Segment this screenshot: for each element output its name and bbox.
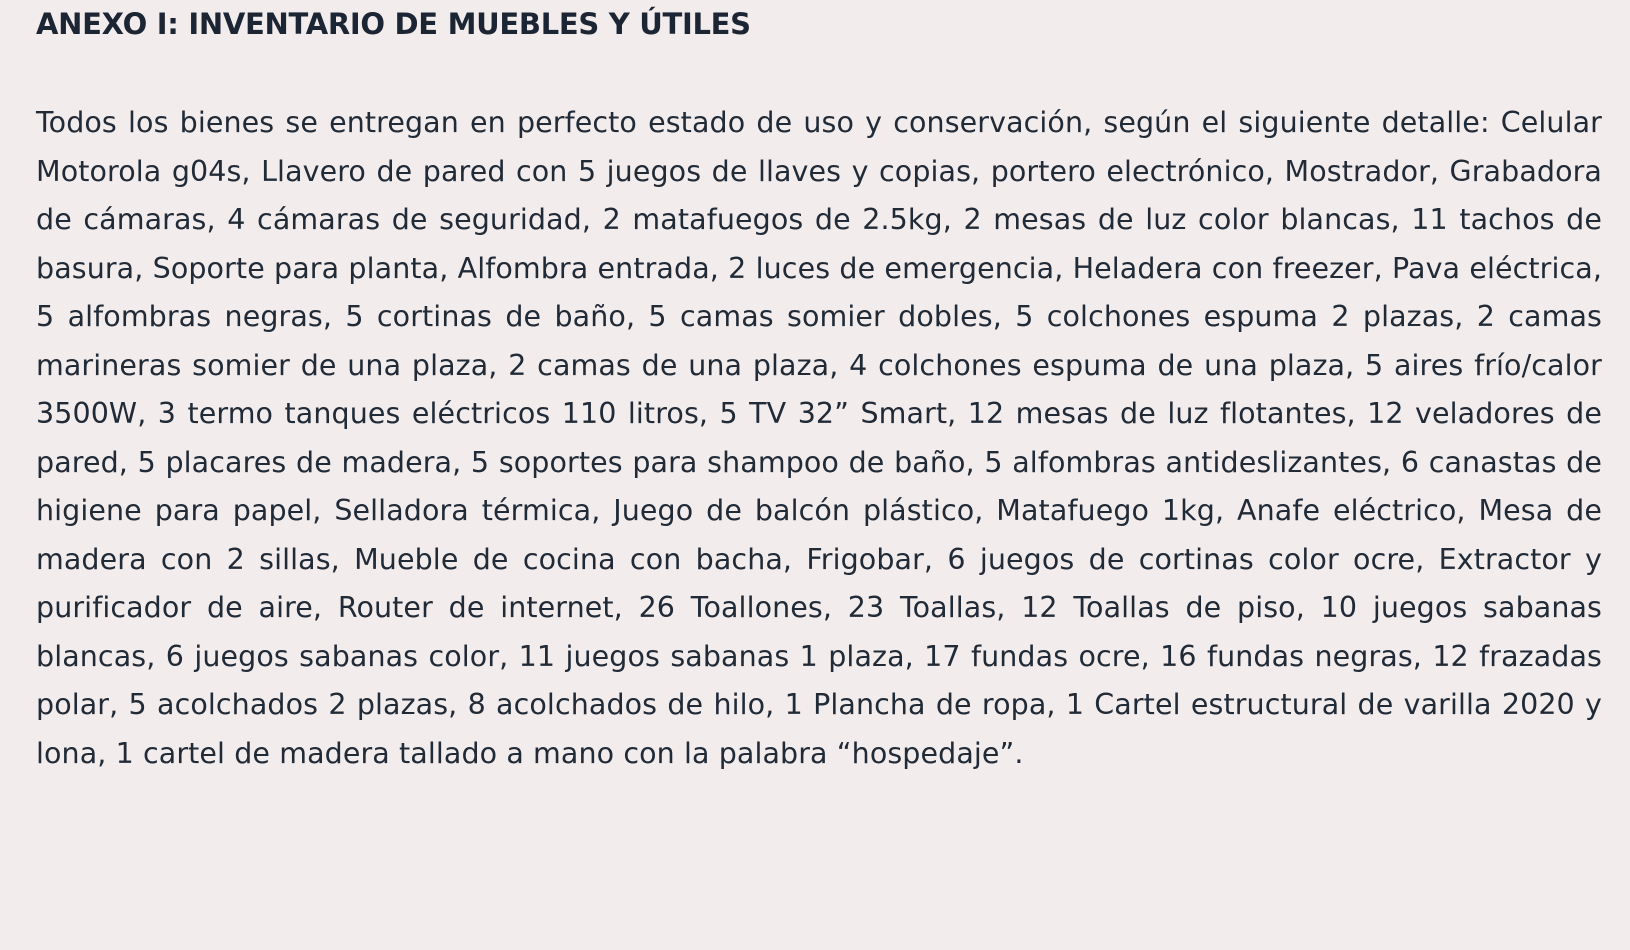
annex-title: ANEXO I: INVENTARIO DE MUEBLES Y ÚTILES: [36, 7, 751, 41]
inventory-paragraph: Todos los bienes se entregan en perfecto estado de uso y conservación, según el siguiente detalle: Celular Motorola g04s, Llavero de pared con 5 juegos de llaves y copias, portero electrónico, Mostrador, Grabadora de cámaras, 4 cámaras de seguridad, 2 matafuegos de 2.5kg, 2 mesas de luz color blancas, 11 tachos de basura, Soporte para planta, Alfombra entrada, 2 luces de emergencia, Heladera con freezer, Pava eléctrica, 5 alfombras negras, 5 cortinas de baño, 5 camas somier dobles, 5 colchones espuma 2 plazas, 2 camas marineras somier de una plaza, 2 camas de una plaza, 4 colchones espuma de una plaza, 5 aires frío/calor 3500W, 3 termo tanques eléctricos 110 litros, 5 TV 32” Smart, 12 mesas de luz flotantes, 12 veladores de pared, 5 placares de madera, 5 soportes para shampoo de baño, 5 alfombras antideslizantes, 6 canastas de higiene para papel, Selladora térmica, Juego de balcón plástico, Matafuego 1kg, Anafe eléctrico, Mesa de madera con 2 sillas, Mueble de cocina con bacha, Frigobar, 6 juegos de cortinas color ocre, Extractor y purificador de aire, Router de internet, 26 Toallones, 23 Toallas, 12 Toallas de piso, 10 juegos sabanas blancas, 6 juegos sabanas color, 11 juegos sabanas 1 plaza, 17 fundas ocre, 16 fundas negras, 12 frazadas polar, 5 acolchados 2 plazas, 8 acolchados de hilo, 1 Plancha de ropa, 1 Cartel estructural de varilla 2020 y lona, 1 cartel de madera tallado a mano con la palabra “hospedaje”.: [36, 106, 1602, 770]
